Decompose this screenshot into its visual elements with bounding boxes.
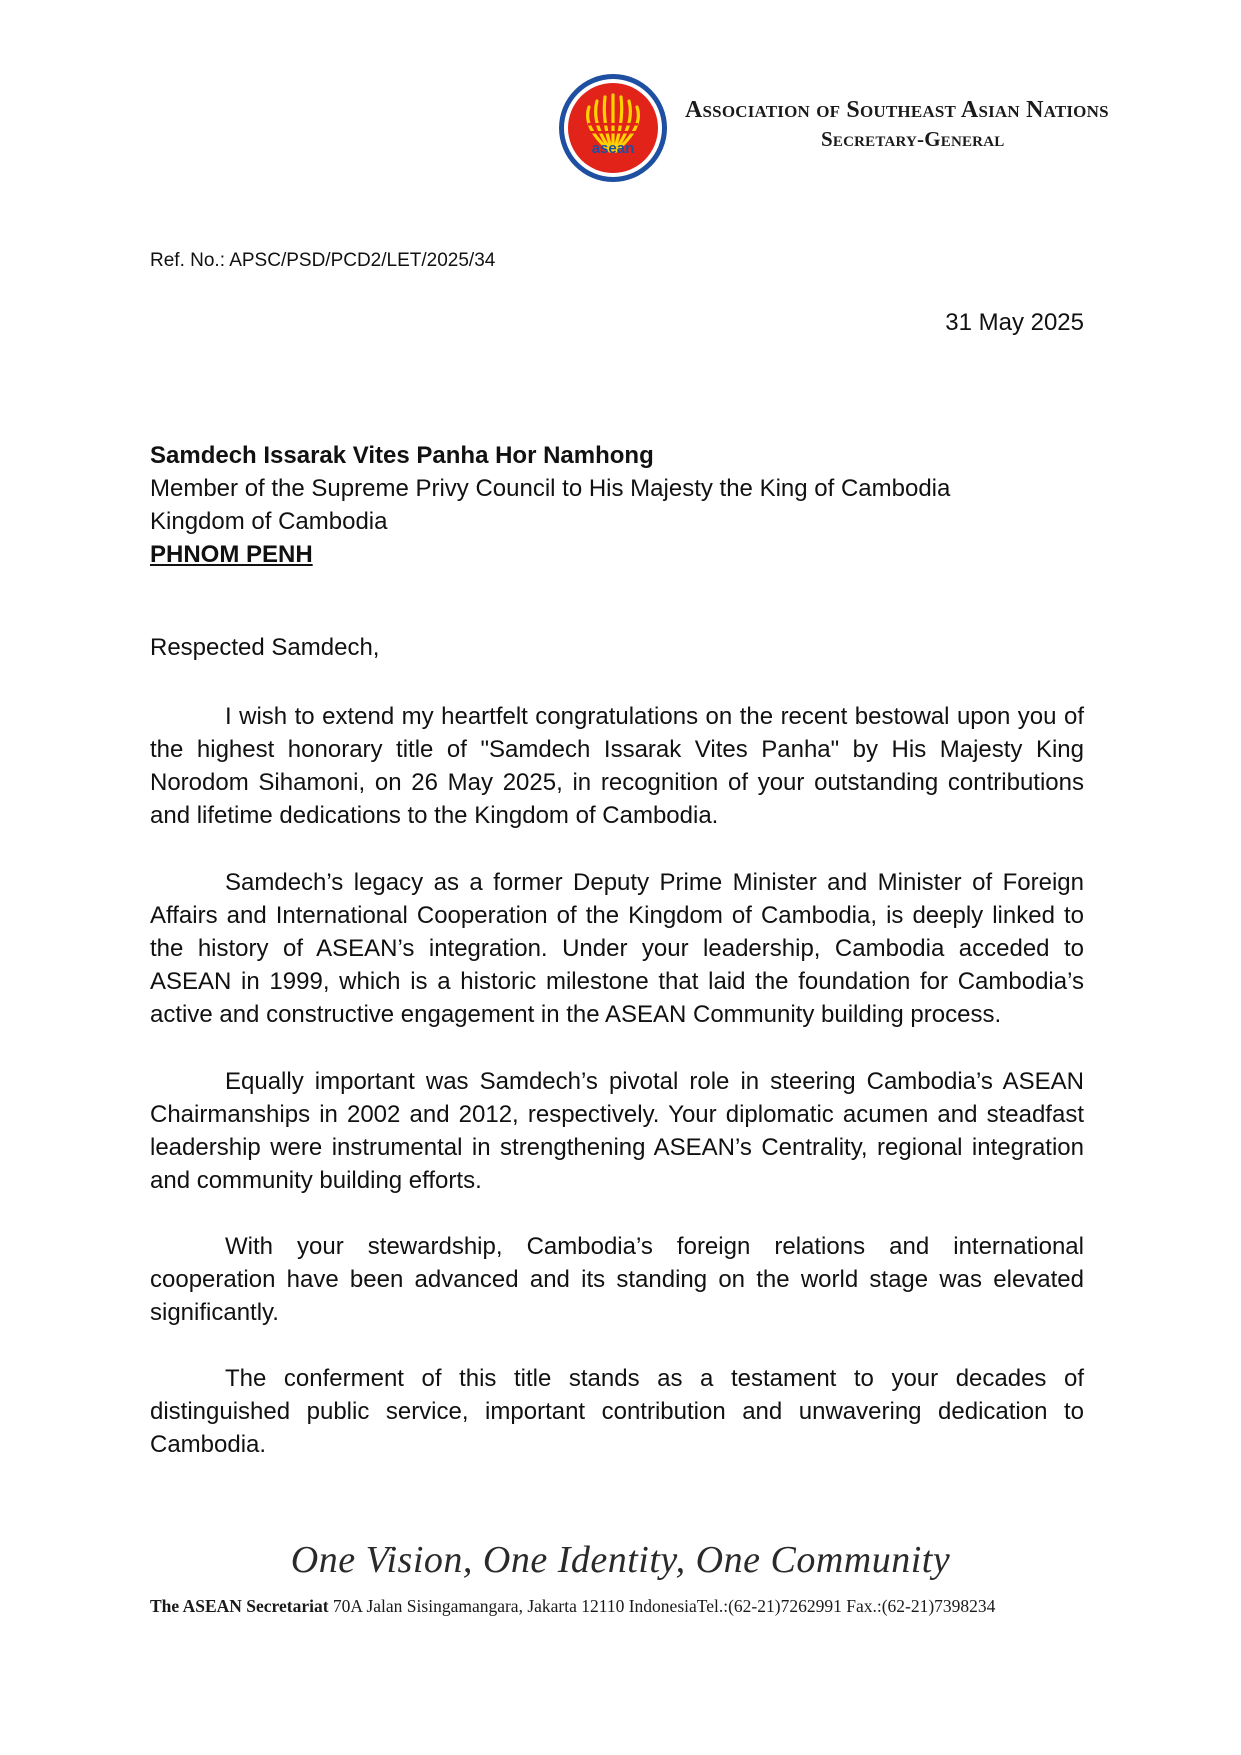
addressee-country: Kingdom of Cambodia [150, 508, 388, 535]
footer-secretariat: The ASEAN Secretariat [150, 1596, 329, 1616]
asean-logo [558, 73, 668, 183]
addressee-block [150, 439, 950, 571]
organization-name: Association of Southeast Asian Nations [685, 97, 1109, 123]
addressee-name: Samdech Issarak Vites Panha Hor Namhong [150, 442, 654, 469]
logo-text: asean [591, 140, 635, 157]
addressee-city: PHNOM PENH [150, 541, 313, 568]
salutation: Respected Samdech, [150, 634, 380, 661]
reference-number: Ref. No.: APSC/PSD/PCD2/LET/2025/34 [150, 250, 496, 271]
footer-address: 70A Jalan Sisingamangara, Jakarta 12110 Indonesia [332, 1596, 697, 1616]
body-paragraph-2: Samdech’s legacy as a former Deputy Prime Minister and Minister of Foreign Affairs and International Cooperation of the Kingdom of Cambodia, is deeply linked to the history of ASEAN’s integration. Under your leadership, Cambodia acceded to ASEAN in 1999, which is a historic milestone that laid the foundation for Cambodia’s active and constructive engagement in the ASEAN Community building process. [150, 869, 1084, 1028]
letterhead-title [685, 97, 1165, 152]
footer-contact: Tel.:(62-21)7262991 Fax.:(62-21)7398234 [696, 1596, 996, 1616]
body-paragraph-4: With your stewardship, Cambodia’s foreign relations and international cooperation have been advanced and its standing on the world stage was elevated significantly. [150, 1233, 1084, 1326]
addressee-title: Member of the Supreme Privy Council to His Majesty the King of Cambodia [150, 475, 951, 502]
footer-address-line [150, 1596, 995, 1617]
letter-date: 31 May 2025 [945, 309, 1084, 336]
body-paragraph-5: The conferment of this title stands as a testament to your decades of distinguished public service, important contribution and unwavering dedication to Cambodia. [150, 1365, 1084, 1458]
body-paragraph-1: I wish to extend my heartfelt congratulations on the recent bestowal upon you of the highest honorary title of "Samdech Issarak Vites Panha" by His Majesty King Norodom Sihamoni, on 26 May 2025, in recognition of your outstanding contributions and lifetime dedications to the Kingdom of Cambodia. [150, 703, 1084, 829]
footer-motto: One Vision, One Identity, One Community [290, 1539, 951, 1581]
body-paragraph-3: Equally important was Samdech’s pivotal role in steering Cambodia’s ASEAN Chairmanships in 2002 and 2012, respectively. Your diplomatic acumen and steadfast leadership were instrumental in strengthening ASEAN’s Centrality, regional integration and community building efforts. [150, 1068, 1084, 1194]
organization-subtitle: Secretary-General [821, 127, 1005, 151]
